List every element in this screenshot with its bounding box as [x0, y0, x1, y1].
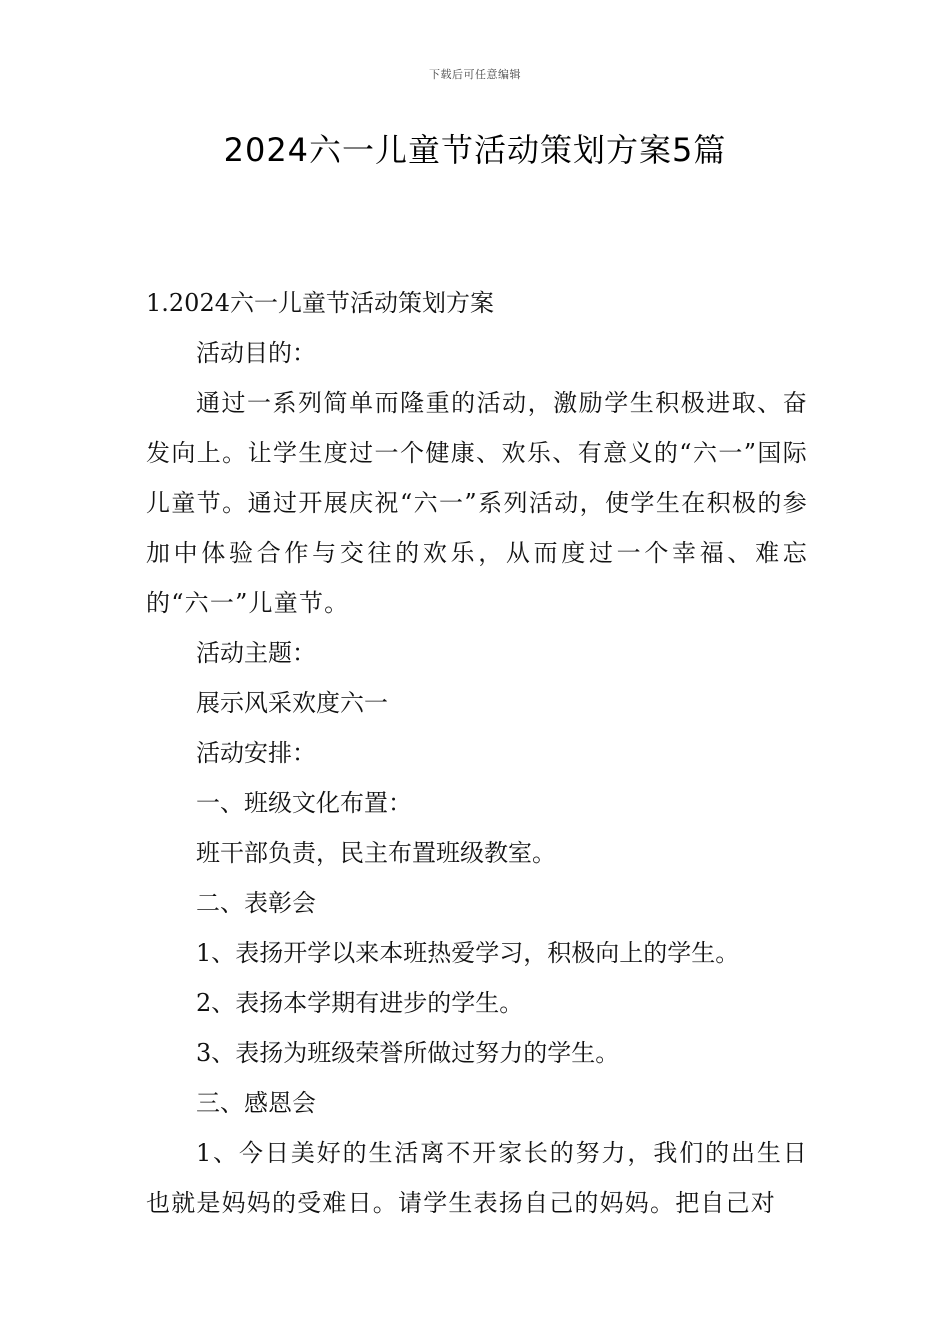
header-note: 下载后可任意编辑 [429, 68, 521, 81]
document-body [146, 278, 808, 1228]
heading-commendation: 二、表彰会 [196, 889, 316, 917]
paragraph-class-culture: 班干部负责，民主布置班级教室。 [196, 839, 556, 867]
label-theme: 活动主题： [196, 639, 316, 667]
document-title: 2024六一儿童节活动策划方案5篇 [223, 131, 727, 169]
list-item: 3、表扬为班级荣誉所做过努力的学生。 [196, 1039, 620, 1067]
heading-gratitude: 三、感恩会 [196, 1089, 316, 1117]
list-item: 1、表扬开学以来本班热爱学习，积极向上的学生。 [196, 939, 740, 967]
label-arrangement: 活动安排： [196, 739, 316, 767]
list-item: 2、表扬本学期有进步的学生。 [196, 989, 524, 1017]
heading-class-culture: 一、班级文化布置： [196, 789, 412, 817]
paragraph-purpose: 通过一系列简单而隆重的活动，激励学生积极进取、奋发向上。让学生度过一个健康、欢乐、有意义的“六一”国际儿童节。通过开展庆祝“六一”系列活动，使学生在积极的参加中体验合作与交往的欢乐，从而度过一个幸福、难忘的“六一”儿童节。 [146, 389, 808, 617]
section-heading: 1.2024六一儿童节活动策划方案 [146, 289, 494, 317]
paragraph-gratitude: 1、今日美好的生活离不开家长的努力，我们的出生日也就是妈妈的受难日。请学生表扬自己的妈妈。把自己对 [146, 1139, 808, 1217]
paragraph-theme: 展示风采欢度六一 [196, 689, 388, 717]
label-purpose: 活动目的： [196, 339, 316, 367]
